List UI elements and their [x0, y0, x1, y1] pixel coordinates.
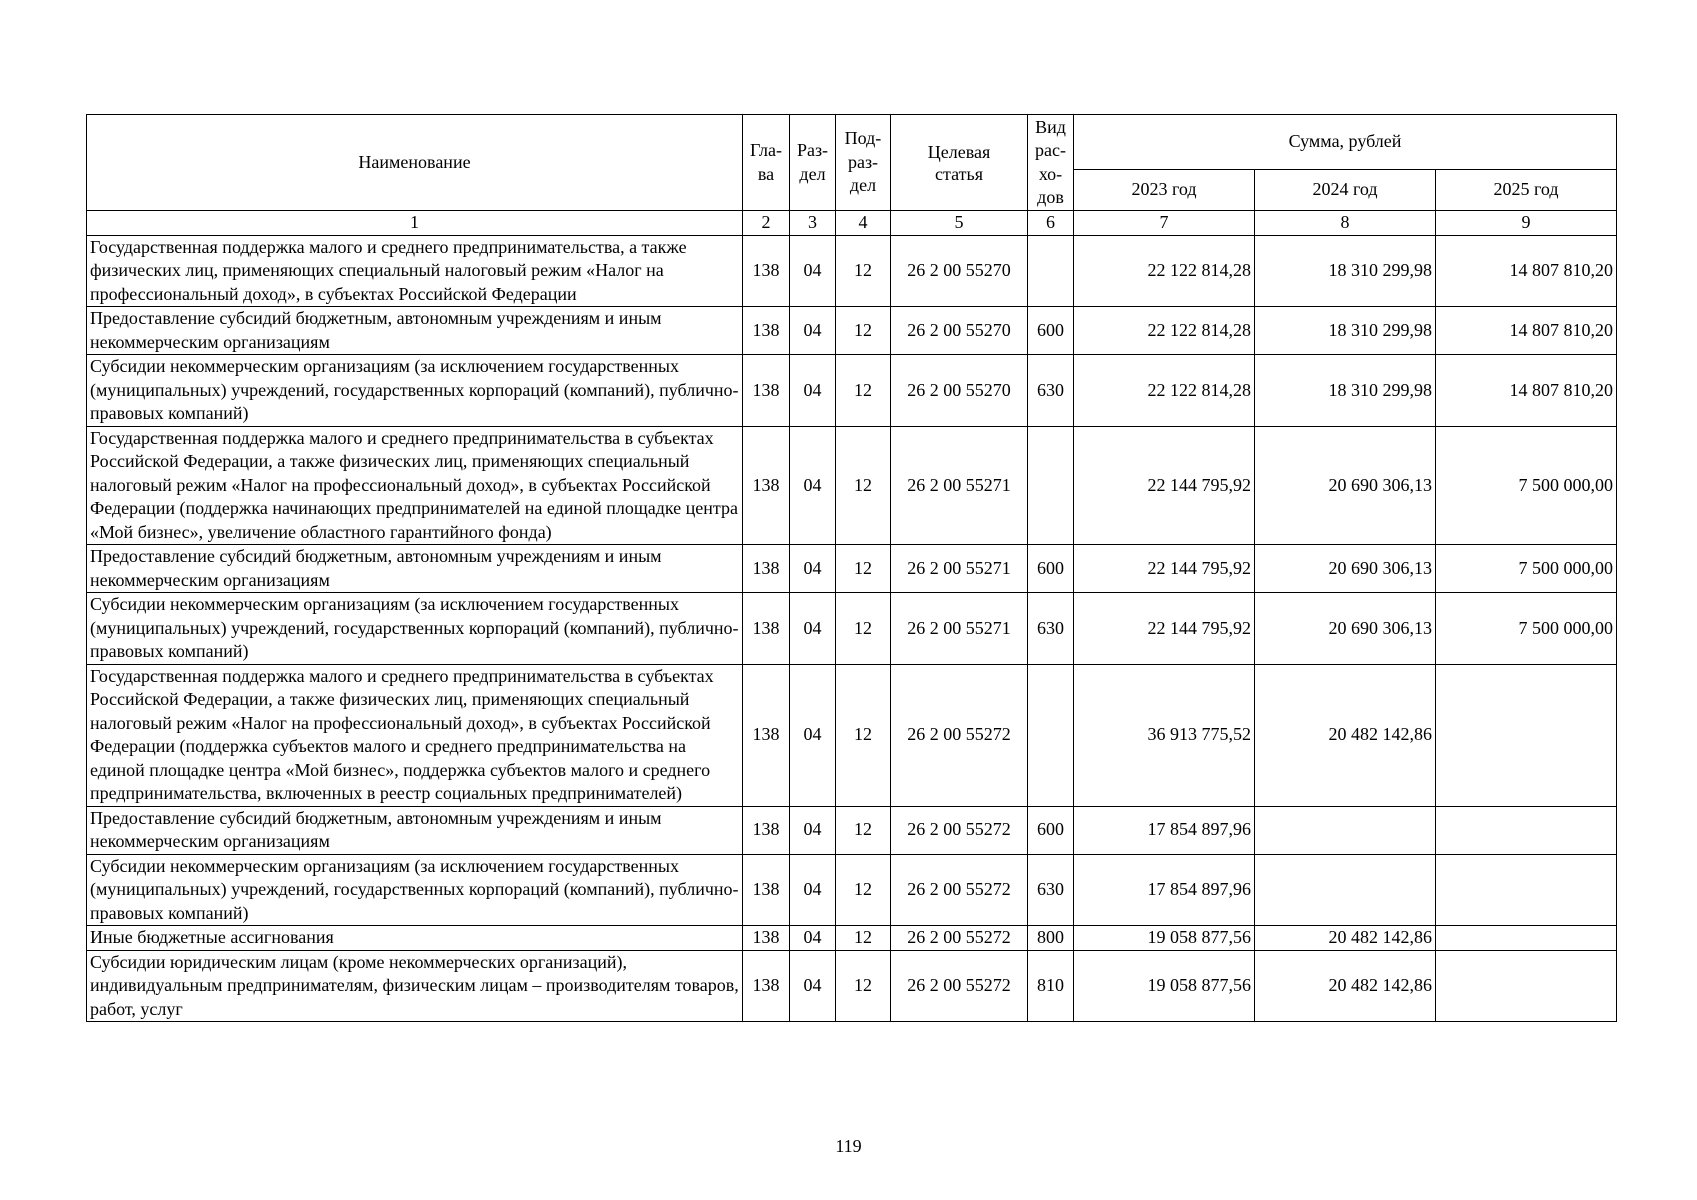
row-sum-2025: 14 807 810,20 [1436, 355, 1617, 427]
row-podrazdel: 12 [836, 545, 891, 593]
row-vid [1028, 235, 1074, 307]
row-celevaya: 26 2 00 55272 [891, 664, 1028, 806]
row-sum-2024: 20 482 142,86 [1255, 926, 1436, 951]
row-glava: 138 [743, 307, 790, 355]
header-podrazdel [836, 115, 891, 211]
row-podrazdel: 12 [836, 426, 891, 545]
header-razdel-line: дел [799, 163, 826, 184]
header-vid [1028, 115, 1074, 211]
row-sum-2023: 19 058 877,56 [1074, 926, 1255, 951]
header-vid-line: Вид [1035, 116, 1066, 137]
row-sum-2024: 18 310 299,98 [1255, 307, 1436, 355]
row-sum-2024: 18 310 299,98 [1255, 355, 1436, 427]
row-name: Государственная поддержка малого и среднего предпринимательства в субъектах Российской Федерации, а также физических лиц, применяющих специальный налоговый режим «Налог на профессиональный доход», в субъектах Российской Федерации (поддержка начинающих предпринимателей на единой площадке центра «Мой бизнес», увеличение областного гарантийного фонда) [87, 426, 743, 545]
row-celevaya: 26 2 00 55272 [891, 806, 1028, 854]
row-razdel: 04 [790, 355, 836, 427]
header-summa: Сумма, рублей [1074, 115, 1617, 170]
column-number: 6 [1028, 211, 1074, 236]
row-name: Субсидии некоммерческим организациям (за исключением государственных (муниципальных) учреждений, государственных корпораций (компаний), публично-правовых компаний) [87, 854, 743, 926]
row-sum-2024: 20 690 306,13 [1255, 426, 1436, 545]
column-number: 2 [743, 211, 790, 236]
row-glava: 138 [743, 355, 790, 427]
row-sum-2023: 22 144 795,92 [1074, 593, 1255, 665]
row-sum-2025 [1436, 926, 1617, 951]
row-razdel: 04 [790, 545, 836, 593]
row-razdel: 04 [790, 854, 836, 926]
row-podrazdel: 12 [836, 806, 891, 854]
row-sum-2024: 20 690 306,13 [1255, 545, 1436, 593]
header-year-2024: 2024 год [1255, 170, 1436, 211]
table-row [87, 235, 1617, 307]
row-sum-2023: 22 144 795,92 [1074, 545, 1255, 593]
row-celevaya: 26 2 00 55270 [891, 235, 1028, 307]
row-podrazdel: 12 [836, 854, 891, 926]
header-year-2023: 2023 год [1074, 170, 1255, 211]
row-celevaya: 26 2 00 55272 [891, 926, 1028, 951]
header-celevaya [891, 115, 1028, 211]
row-name: Государственная поддержка малого и среднего предпринимательства в субъектах Российской Федерации, а также физических лиц, применяющих специальный налоговый режим «Налог на профессиональный доход», в субъектах Российской Федерации (поддержка субъектов малого и среднего предпринимательства на единой площадке центра «Мой бизнес», поддержка субъектов малого и среднего предпринимательства, включенных в реестр социальных предпринимателей) [87, 664, 743, 806]
row-name: Субсидии юридическим лицам (кроме некоммерческих организаций), индивидуальным предпринимателям, физическим лицам – производителям товаров, работ, услуг [87, 950, 743, 1022]
row-razdel: 04 [790, 593, 836, 665]
column-number: 3 [790, 211, 836, 236]
row-podrazdel: 12 [836, 950, 891, 1022]
row-name: Субсидии некоммерческим организациям (за исключением государственных (муниципальных) учреждений, государственных корпораций (компаний), публично-правовых компаний) [87, 593, 743, 665]
header-name: Наименование [87, 115, 743, 211]
row-celevaya: 26 2 00 55272 [891, 950, 1028, 1022]
row-glava: 138 [743, 235, 790, 307]
row-sum-2023: 17 854 897,96 [1074, 854, 1255, 926]
row-glava: 138 [743, 950, 790, 1022]
table-row [87, 545, 1617, 593]
row-vid: 600 [1028, 307, 1074, 355]
row-sum-2025: 7 500 000,00 [1436, 593, 1617, 665]
row-podrazdel: 12 [836, 307, 891, 355]
row-razdel: 04 [790, 926, 836, 951]
page-number: 119 [835, 1136, 862, 1156]
row-glava: 138 [743, 593, 790, 665]
header-podrazdel-line: Под- [844, 128, 882, 149]
row-podrazdel: 12 [836, 664, 891, 806]
row-sum-2025: 14 807 810,20 [1436, 235, 1617, 307]
row-razdel: 04 [790, 664, 836, 806]
row-sum-2025 [1436, 664, 1617, 806]
table-row [87, 854, 1617, 926]
row-podrazdel: 12 [836, 355, 891, 427]
row-sum-2024 [1255, 806, 1436, 854]
row-glava: 138 [743, 545, 790, 593]
row-celevaya: 26 2 00 55272 [891, 854, 1028, 926]
row-sum-2024: 18 310 299,98 [1255, 235, 1436, 307]
table-row [87, 664, 1617, 806]
table-row [87, 950, 1617, 1022]
row-vid: 810 [1028, 950, 1074, 1022]
row-celevaya: 26 2 00 55270 [891, 307, 1028, 355]
table-row [87, 355, 1617, 427]
header-vid-line: дов [1037, 187, 1064, 207]
row-sum-2025 [1436, 806, 1617, 854]
row-sum-2024: 20 482 142,86 [1255, 950, 1436, 1022]
row-sum-2024: 20 690 306,13 [1255, 593, 1436, 665]
header-glava-line: Гла- [749, 140, 783, 160]
row-sum-2023: 36 913 775,52 [1074, 664, 1255, 806]
header-glava [743, 115, 790, 211]
row-podrazdel: 12 [836, 926, 891, 951]
table-row [87, 593, 1617, 665]
row-celevaya: 26 2 00 55271 [891, 545, 1028, 593]
column-number: 8 [1255, 211, 1436, 236]
row-sum-2023: 22 122 814,28 [1074, 355, 1255, 427]
row-sum-2024 [1255, 854, 1436, 926]
row-glava: 138 [743, 664, 790, 806]
row-name: Субсидии некоммерческим организациям (за исключением государственных (муниципальных) учреждений, государственных корпораций (компаний), публично-правовых компаний) [87, 355, 743, 427]
header-razdel [790, 115, 836, 211]
header-razdel-line: Раз- [796, 140, 829, 160]
row-vid: 630 [1028, 355, 1074, 427]
column-number: 9 [1436, 211, 1617, 236]
row-vid [1028, 664, 1074, 806]
header-celevaya-line: Целевая [927, 141, 991, 162]
column-number: 7 [1074, 211, 1255, 236]
row-glava: 138 [743, 426, 790, 545]
row-celevaya: 26 2 00 55271 [891, 426, 1028, 545]
row-razdel: 04 [790, 235, 836, 307]
table-row [87, 806, 1617, 854]
budget-table [86, 114, 1617, 1022]
row-podrazdel: 12 [836, 593, 891, 665]
row-vid: 630 [1028, 854, 1074, 926]
row-name: Предоставление субсидий бюджетным, автономным учреждениям и иным некоммерческим организациям [87, 545, 743, 593]
header-vid-line: рас- [1035, 140, 1066, 160]
header-glava-line: ва [757, 163, 775, 184]
row-vid: 600 [1028, 545, 1074, 593]
header-vid-line: хо- [1038, 163, 1063, 184]
row-vid: 800 [1028, 926, 1074, 951]
row-razdel: 04 [790, 307, 836, 355]
table-row [87, 426, 1617, 545]
header-podrazdel-line: раз- [847, 151, 879, 172]
header-year-2025: 2025 год [1436, 170, 1617, 211]
header-podrazdel-line: дел [849, 175, 877, 196]
row-sum-2024: 20 482 142,86 [1255, 664, 1436, 806]
row-sum-2023: 17 854 897,96 [1074, 806, 1255, 854]
row-sum-2025 [1436, 950, 1617, 1022]
row-vid: 630 [1028, 593, 1074, 665]
row-razdel: 04 [790, 426, 836, 545]
row-sum-2023: 19 058 877,56 [1074, 950, 1255, 1022]
row-glava: 138 [743, 806, 790, 854]
row-celevaya: 26 2 00 55271 [891, 593, 1028, 665]
row-name: Предоставление субсидий бюджетным, автономным учреждениям и иным некоммерческим организациям [87, 307, 743, 355]
row-sum-2025: 7 500 000,00 [1436, 545, 1617, 593]
row-razdel: 04 [790, 806, 836, 854]
row-podrazdel: 12 [836, 235, 891, 307]
row-sum-2025: 7 500 000,00 [1436, 426, 1617, 545]
row-sum-2023: 22 122 814,28 [1074, 307, 1255, 355]
header-celevaya-line: статья [935, 163, 983, 184]
row-sum-2023: 22 122 814,28 [1074, 235, 1255, 307]
row-glava: 138 [743, 926, 790, 951]
table-row [87, 307, 1617, 355]
row-vid [1028, 426, 1074, 545]
row-name: Предоставление субсидий бюджетным, автономным учреждениям и иным некоммерческим организациям [87, 806, 743, 854]
row-sum-2023: 22 144 795,92 [1074, 426, 1255, 545]
column-number-row [87, 211, 1617, 236]
row-glava: 138 [743, 854, 790, 926]
row-razdel: 04 [790, 950, 836, 1022]
row-vid: 600 [1028, 806, 1074, 854]
column-number: 4 [836, 211, 891, 236]
row-celevaya: 26 2 00 55270 [891, 355, 1028, 427]
table-row [87, 926, 1617, 951]
row-sum-2025: 14 807 810,20 [1436, 307, 1617, 355]
column-number: 5 [891, 211, 1028, 236]
column-number: 1 [87, 211, 743, 236]
row-name: Иные бюджетные ассигнования [87, 926, 743, 951]
row-sum-2025 [1436, 854, 1617, 926]
row-name: Государственная поддержка малого и среднего предпринимательства, а также физических лиц, применяющих специальный налоговый режим «Налог на профессиональный доход», в субъектах Российской Федерации [87, 235, 743, 307]
